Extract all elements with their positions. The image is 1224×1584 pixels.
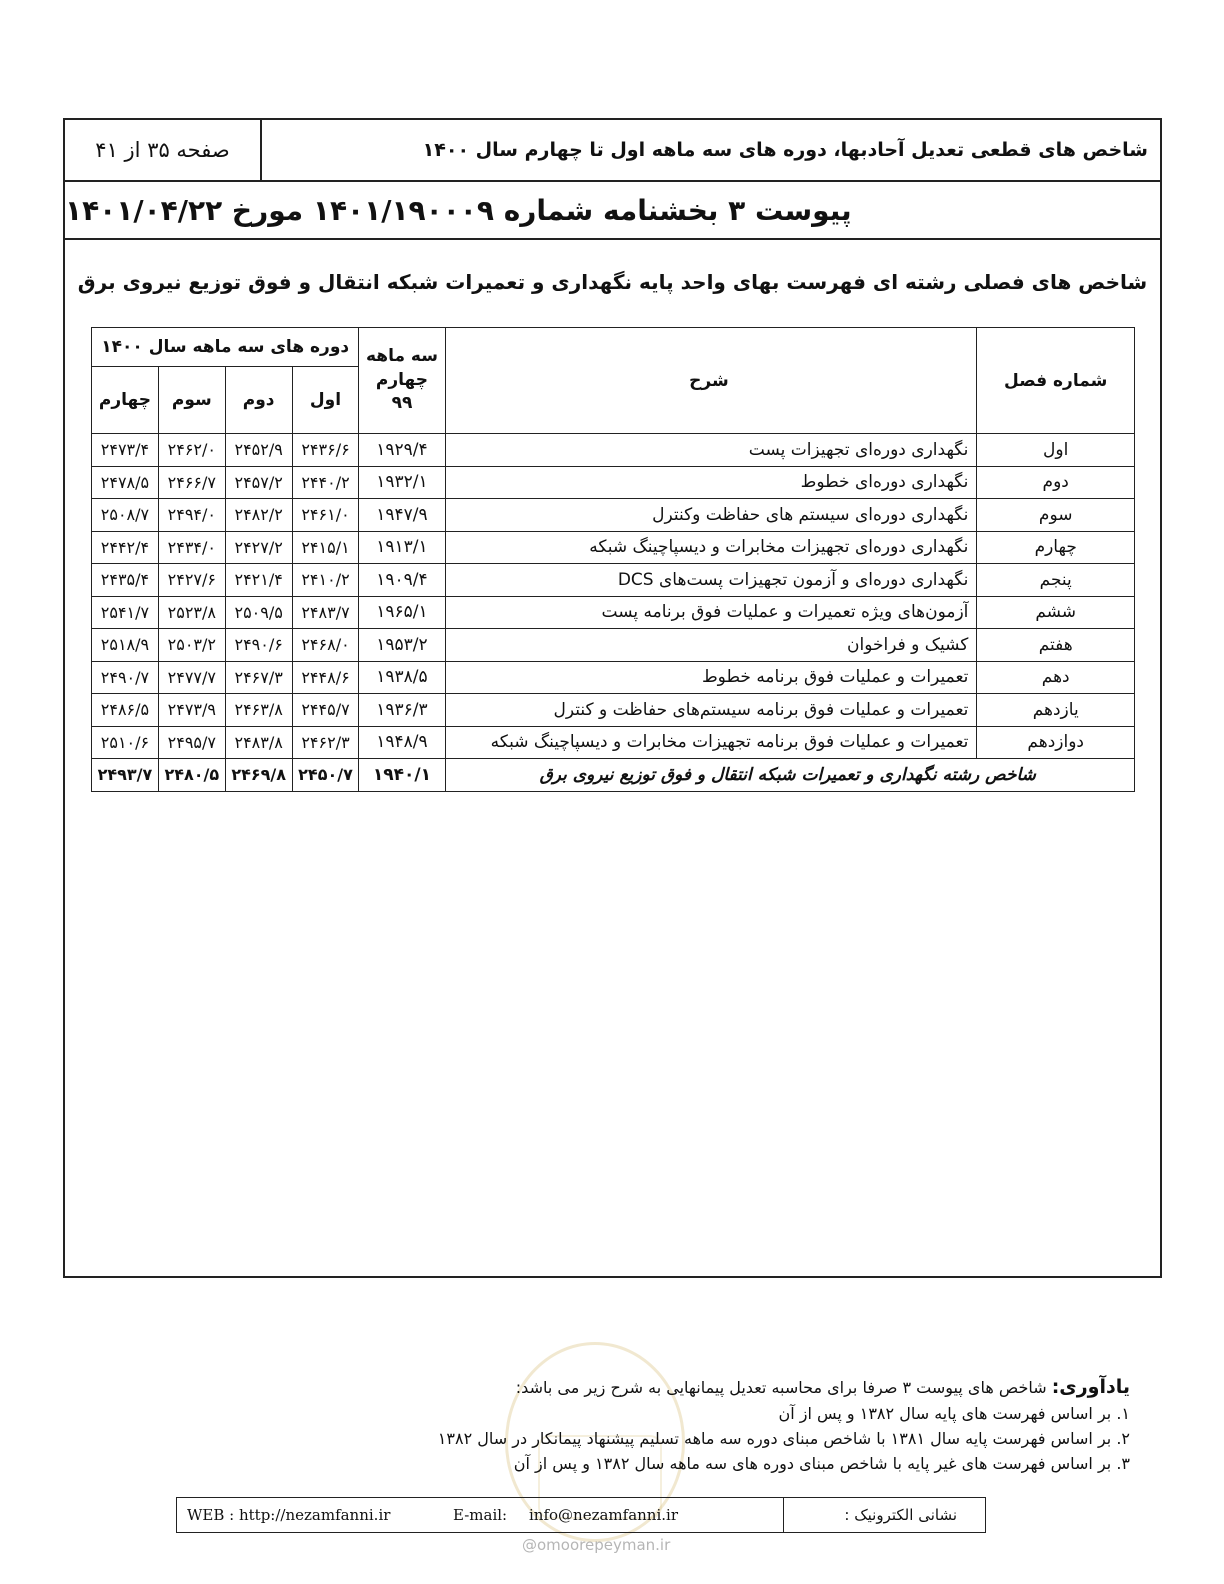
table-row xyxy=(92,531,1135,564)
total-description: شاخص رشته نگهداری و تعمیرات شبکه انتقال و فوق توزیع نیروی برق xyxy=(445,759,1135,792)
row-q2: ۲۴۸۳/۸ xyxy=(225,726,292,759)
row-chapter: ششم xyxy=(977,596,1135,629)
row-q2: ۲۴۹۰/۶ xyxy=(225,629,292,662)
total-q2: ۲۴۶۹/۸ xyxy=(225,759,292,792)
table-row xyxy=(92,661,1135,694)
row-q3: ۲۴۷۳/۹ xyxy=(158,694,225,727)
table-row xyxy=(92,694,1135,727)
header-description: شرح xyxy=(445,328,977,434)
row-description: تعمیرات و عملیات فوق برنامه تجهیزات مخابرات و دیسپاچینگ شبکه xyxy=(445,726,977,759)
header-q4: چهارم xyxy=(92,367,159,434)
row-base: ۱۹۴۷/۹ xyxy=(359,499,445,532)
page-number: صفحه ۳۵ از ۴۱ xyxy=(65,120,262,180)
row-q1: ۲۴۱۰/۲ xyxy=(292,564,359,597)
header-base-period xyxy=(359,328,445,434)
row-chapter: چهارم xyxy=(977,531,1135,564)
table-row xyxy=(92,629,1135,662)
row-base: ۱۹۴۸/۹ xyxy=(359,726,445,759)
row-q2: ۲۴۶۷/۳ xyxy=(225,661,292,694)
index-table xyxy=(91,327,1135,792)
row-q4: ۲۴۷۳/۴ xyxy=(92,434,159,467)
reminder-intro: شاخص های پیوست ۳ صرفا برای محاسبه تعدیل پیمانهایی به شرح زیر می باشد: xyxy=(515,1378,1047,1397)
table-row xyxy=(92,596,1135,629)
header-q1: اول xyxy=(292,367,359,434)
row-base: ۱۹۳۶/۳ xyxy=(359,694,445,727)
row-q1: ۲۴۳۶/۶ xyxy=(292,434,359,467)
footer-website-link[interactable]: WEB : http://nezamfanni.ir xyxy=(187,1506,391,1524)
row-description: نگهداری دوره‌ای تجهیزات مخابرات و دیسپاچینگ شبکه xyxy=(445,531,977,564)
row-q4: ۲۵۱۸/۹ xyxy=(92,629,159,662)
circular-text: پیوست ۳ بخشنامه شماره ۱۴۰۱/۱۹۰۰۰۹ مورخ ۱۴۰۱/۰۴/۲۲ xyxy=(65,193,852,227)
reminder-item-3: ۳. بر اساس فهرست های غیر پایه با شاخص مبنای دوره های سه ماهه سال ۱۳۸۲ و پس از آن xyxy=(513,1454,1130,1474)
row-description: تعمیرات و عملیات فوق برنامه خطوط xyxy=(445,661,977,694)
row-q2: ۲۴۲۷/۲ xyxy=(225,531,292,564)
row-q2: ۲۴۲۱/۴ xyxy=(225,564,292,597)
table-row xyxy=(92,466,1135,499)
header-base-line2: چهارم ۹۹ xyxy=(375,369,429,414)
table-row xyxy=(92,564,1135,597)
row-base: ۱۹۱۳/۱ xyxy=(359,531,445,564)
reminder-intro-line xyxy=(230,1373,1130,1402)
row-q4: ۲۴۷۸/۵ xyxy=(92,466,159,499)
row-q3: ۲۴۲۷/۶ xyxy=(158,564,225,597)
row-q1: ۲۴۴۸/۶ xyxy=(292,661,359,694)
header-q2: دوم xyxy=(225,367,292,434)
row-q1: ۲۴۶۱/۰ xyxy=(292,499,359,532)
row-q3: ۲۵۲۳/۸ xyxy=(158,596,225,629)
header-quarter-group: دوره های سه ماهه سال ۱۴۰۰ xyxy=(92,328,359,367)
row-chapter: دوازدهم xyxy=(977,726,1135,759)
header-row xyxy=(65,120,1160,182)
reminder-lead: یادآوری: xyxy=(1051,1376,1130,1398)
row-base: ۱۹۳۲/۱ xyxy=(359,466,445,499)
row-q4: ۲۵۴۱/۷ xyxy=(92,596,159,629)
row-description: نگهداری دوره‌ای و آزمون تجهیزات پست‌های DCS xyxy=(445,564,977,597)
row-description: کشیک و فراخوان xyxy=(445,629,977,662)
table-body xyxy=(92,434,1135,792)
row-chapter: پنجم xyxy=(977,564,1135,597)
row-q2: ۲۴۸۲/۲ xyxy=(225,499,292,532)
header-q3: سوم xyxy=(158,367,225,434)
footer-divider xyxy=(783,1498,784,1532)
row-chapter: سوم xyxy=(977,499,1135,532)
header-chapter: شماره فصل xyxy=(977,328,1135,434)
row-q2: ۲۵۰۹/۵ xyxy=(225,596,292,629)
row-description: نگهداری دوره‌ای سیستم های حفاظت وکنترل xyxy=(445,499,977,532)
reminder-note xyxy=(230,1373,1130,1477)
row-description: آزمون‌های ویژه تعمیرات و عملیات فوق برنامه پست xyxy=(445,596,977,629)
row-q3: ۲۴۹۵/۷ xyxy=(158,726,225,759)
document-title: شاخص های قطعی تعدیل آحادبها، دوره های سه ماهه اول تا چهارم سال ۱۴۰۰ xyxy=(422,139,1148,161)
row-q3: ۲۴۶۲/۰ xyxy=(158,434,225,467)
table-row xyxy=(92,434,1135,467)
row-q1: ۲۴۴۰/۲ xyxy=(292,466,359,499)
header-base-line1: سه ماهه xyxy=(365,345,438,366)
total-q4: ۲۴۹۳/۷ xyxy=(92,759,159,792)
table-row xyxy=(92,499,1135,532)
row-description: نگهداری دوره‌ای تجهیزات پست xyxy=(445,434,977,467)
total-row xyxy=(92,759,1135,792)
row-description: نگهداری دوره‌ای خطوط xyxy=(445,466,977,499)
row-q2: ۲۴۵۷/۲ xyxy=(225,466,292,499)
row-q4: ۲۵۱۰/۶ xyxy=(92,726,159,759)
row-q3: ۲۴۳۴/۰ xyxy=(158,531,225,564)
row-q2: ۲۴۵۲/۹ xyxy=(225,434,292,467)
footer-contact-label: نشانی الکترونیک : xyxy=(844,1506,957,1524)
row-q3: ۲۴۶۶/۷ xyxy=(158,466,225,499)
row-base: ۱۹۶۵/۱ xyxy=(359,596,445,629)
circular-reference xyxy=(65,182,1160,240)
row-q4: ۲۴۸۶/۵ xyxy=(92,694,159,727)
row-q3: ۲۵۰۳/۲ xyxy=(158,629,225,662)
total-base: ۱۹۴۰/۱ xyxy=(359,759,445,792)
row-base: ۱۹۵۳/۲ xyxy=(359,629,445,662)
footer-email-link[interactable]: info@nezamfanni.ir xyxy=(529,1506,678,1524)
row-q1: ۲۴۱۵/۱ xyxy=(292,531,359,564)
row-chapter: دهم xyxy=(977,661,1135,694)
total-q3: ۲۴۸۰/۵ xyxy=(158,759,225,792)
row-base: ۱۹۰۹/۴ xyxy=(359,564,445,597)
row-chapter: یازدهم xyxy=(977,694,1135,727)
row-q3: ۲۴۹۴/۰ xyxy=(158,499,225,532)
row-q4: ۲۵۰۸/۷ xyxy=(92,499,159,532)
row-q1: ۲۴۶۲/۳ xyxy=(292,726,359,759)
footer-watermark: @omoorepeyman.ir xyxy=(522,1536,671,1554)
row-q3: ۲۴۷۷/۷ xyxy=(158,661,225,694)
row-q4: ۲۴۴۲/۴ xyxy=(92,531,159,564)
table-title: شاخص های فصلی رشته ای فهرست بهای واحد پایه نگهداری و تعمیرات شبکه انتقال و فوق توزیع نیروی برق xyxy=(77,270,1148,294)
row-base: ۱۹۳۸/۵ xyxy=(359,661,445,694)
total-q1: ۲۴۵۰/۷ xyxy=(292,759,359,792)
row-q1: ۲۴۴۵/۷ xyxy=(292,694,359,727)
row-description: تعمیرات و عملیات فوق برنامه سیستم‌های حفاظت و کنترل xyxy=(445,694,977,727)
table-row xyxy=(92,726,1135,759)
reminder-item-1: ۱. بر اساس فهرست های پایه سال ۱۳۸۲ و پس از آن xyxy=(778,1404,1130,1424)
footer-email-label: E-mail: xyxy=(453,1506,508,1524)
row-chapter: هفتم xyxy=(977,629,1135,662)
reminder-item-2: ۲. بر اساس فهرست پایه سال ۱۳۸۱ با شاخص مبنای دوره سه ماهه تسلیم پیشنهاد پیمانکار در سال ۱۳۸۲ xyxy=(437,1429,1130,1449)
row-base: ۱۹۲۹/۴ xyxy=(359,434,445,467)
footer-contact-box xyxy=(176,1497,986,1533)
row-q4: ۲۴۳۵/۴ xyxy=(92,564,159,597)
row-q2: ۲۴۶۳/۸ xyxy=(225,694,292,727)
row-chapter: دوم xyxy=(977,466,1135,499)
row-chapter: اول xyxy=(977,434,1135,467)
row-q1: ۲۴۶۸/۰ xyxy=(292,629,359,662)
row-q4: ۲۴۹۰/۷ xyxy=(92,661,159,694)
row-q1: ۲۴۸۳/۷ xyxy=(292,596,359,629)
